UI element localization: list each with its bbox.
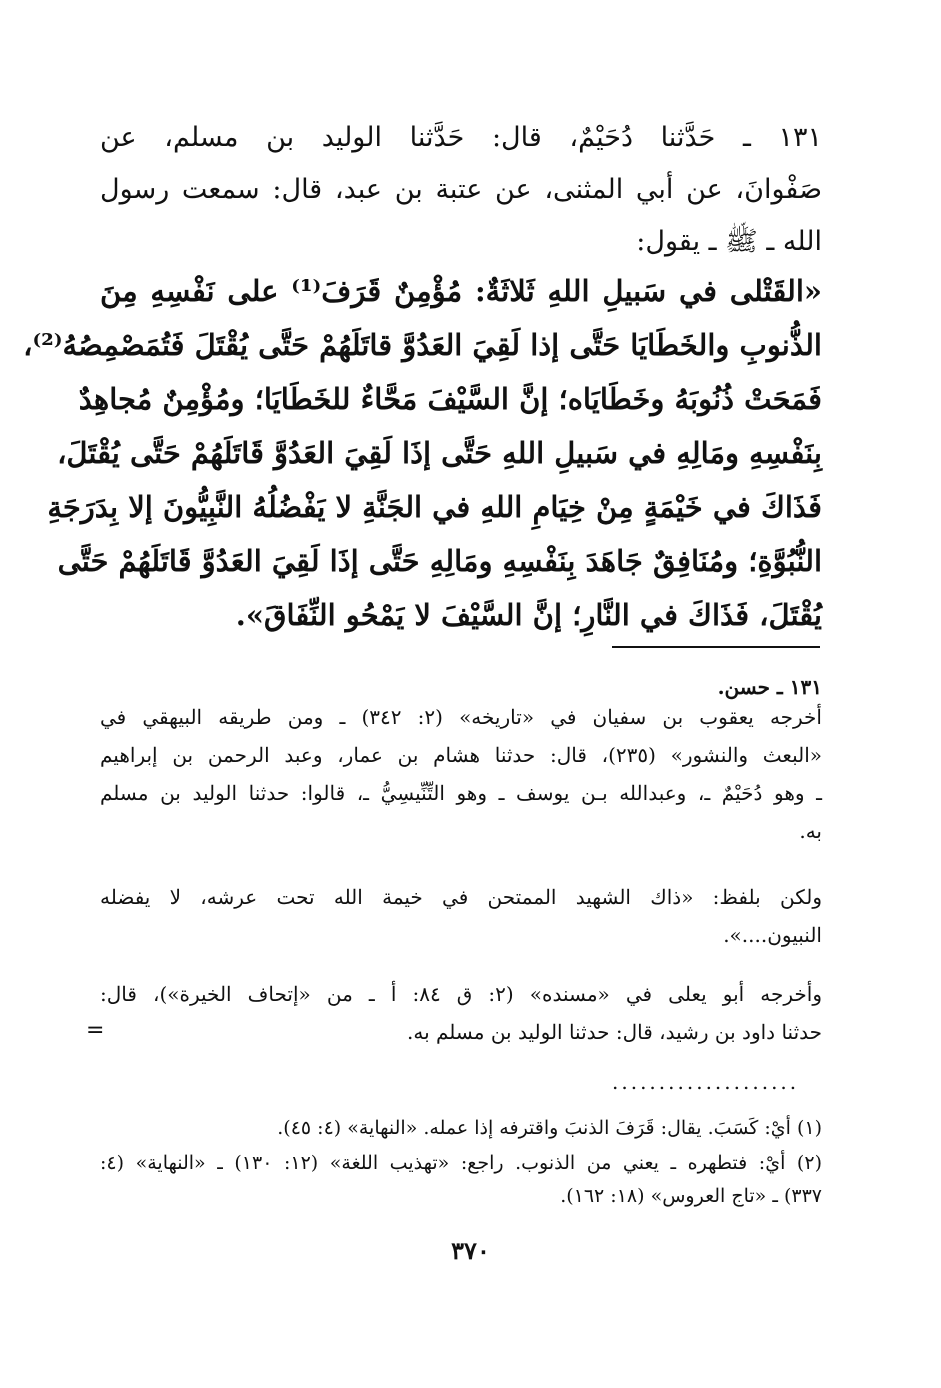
takhrij-paragraph-3: [100, 975, 822, 1051]
takhrij-line: ولكن بلفظ: «ذاك الشهيد الممتحن في خيمة الله تحت عرشه، لا يفضله: [100, 885, 822, 909]
takhrij-line: حدثنا داود بن رشيد، قال: حدثنا الوليد بن مسلم به.: [406, 1020, 822, 1044]
isnad-line: الله ـ ﷺ ـ يقول:: [636, 226, 822, 257]
takhrij-line: «البعث والنشور» (٢٣٥)، قال: حدثنا هشام بن عمار، وعبد الرحمن بن إبراهيم: [100, 743, 822, 767]
continuation-mark: =: [86, 1018, 105, 1043]
page-number: ٣٧٠: [451, 1236, 490, 1265]
takhrij-paragraph-2: [100, 878, 822, 954]
hadith-isnad: [100, 112, 822, 268]
takhrij-line: أخرجه يعقوب بن سفيان في «تاريخه» (٢: ٣٤٢) ـ ومن طريقه البيهقي في: [100, 705, 822, 729]
footnote-1: [100, 1112, 822, 1145]
takhrij-title: ١٣١ ـ حسن.: [717, 675, 822, 699]
footnote-line: (١) أيْ: كَسَبَ. يقال: قَرَفَ الذنبَ واقترفه إذا عمله. «النهاية» (٤: ٤٥).: [277, 1117, 822, 1139]
takhrij-paragraph-1: [100, 698, 822, 850]
takhrij-line: وأخرجه أبو يعلى في «مسنده» (٢: ق ٨٤: أ ـ من «إتحاف الخيرة»)، قال:: [100, 982, 822, 1006]
isnad-line: ١٣١ ـ حَدَّثنا دُحَيْمٌ، قال: حَدَّثنا الوليد بن مسلم، عن: [100, 122, 822, 153]
isnad-line: صَفْوانَ، عن أبي المثنى، عن عتبة بن عبد، قال: سمعت رسول: [100, 174, 822, 205]
footnote-separator: ....................: [612, 1070, 800, 1094]
matn-line: «القَتْلى في سَبيلِ اللهِ ثَلاثَةٌ: مُؤْمِنٌ قَرَفَ⁽¹⁾ على نَفْسِهِ مِنَ: [100, 274, 823, 308]
matn-line: بِنَفْسِهِ ومَالِهِ في سَبيلِ اللهِ حَتَّى إذَا لَقِيَ العَدُوَّ قَاتَلَهُمْ حَتَّى يُقْتَلَ،: [57, 436, 822, 470]
section-divider: [612, 646, 820, 648]
footnote-2: [100, 1147, 822, 1213]
matn-line: فَذَاكَ في خَيْمَةٍ مِنْ خِيَامِ اللهِ في الجَنَّةِ لا يَفْضُلُهُ النَّبِيُّونَ إلا بِدَرَجَةِ: [47, 490, 822, 524]
footnote-line: ٣٣٧) ـ «تاج العروس» (١٨: ١٦٢).: [560, 1185, 822, 1207]
matn-line: الذُّنوبِ والخَطَايَا حَتَّى إذا لَقِيَ العَدُوَّ قاتَلَهُمْ حَتَّى يُقْتَلَ فَتُمَصْمِصُهُ⁽²⁾،: [23, 328, 822, 362]
hadith-matn: [23, 264, 823, 642]
matn-line: فَمَحَتْ ذُنُوبَهُ وخَطَايَاه؛ إنَّ السَّيْفَ مَحَّاءٌ للخَطَايَا؛ ومُؤْمِنٌ مُجاهِدٌ: [78, 382, 822, 416]
matn-line: يُقْتَلَ، فَذَاكَ في النَّارِ؛ إنَّ السَّيْفَ لا يَمْحُو النِّفَاقَ».: [235, 598, 822, 632]
footnote-line: (٢) أيْ: فتطهره ـ يعني من الذنوب. راجع: «تهذيب اللغة» (١٢: ١٣٠) ـ «النهاية» (٤:: [100, 1152, 822, 1174]
matn-line: النُّبُوَّةِ؛ ومُنَافِقٌ جَاهَدَ بِنَفْسِهِ ومَالِهِ حَتَّى إذَا لَقِيَ العَدُوَّ قَاتَلَهُمْ حَتَّى: [57, 544, 822, 578]
takhrij-line: ـ وهو دُحَيْمٌ ـ، وعبدالله بـن يوسف ـ وهو التِّنِّيسِيُّ ـ، قالوا: حدثنا الوليد بن مسلم: [100, 781, 822, 805]
takhrij-line: النبيون....».: [723, 923, 822, 947]
takhrij-line: به.: [799, 819, 822, 843]
